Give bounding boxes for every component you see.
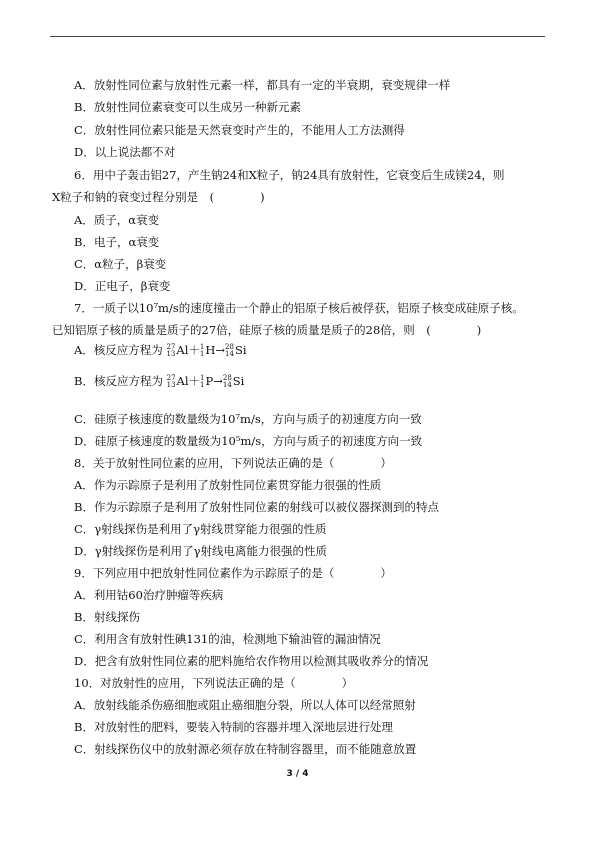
q6-option-c: C．α粒子，β衰变 (74, 257, 167, 271)
q10-option-b: B．对放射性的肥料，要装入特制的容器并埋入深地层进行处理 (74, 720, 393, 734)
q6-option-b: B．电子，α衰变 (74, 235, 160, 249)
q6-option-d: D．正电子，β衰变 (74, 279, 171, 293)
q8-option-c: C．γ射线探伤是利用了γ射线贯穿能力很强的性质 (74, 522, 327, 536)
q10-option-a: A．放射线能杀伤癌细胞或阻止癌细胞分裂，所以人体可以经常照射 (74, 698, 416, 712)
q8-option-d: D．γ射线探伤是利用了γ射线电离能力很强的性质 (74, 544, 327, 558)
q6-stem: 6．用中子轰击铝27，产生钠24和X粒子，钠24具有放射性，它衰变后生成镁24，则 (74, 168, 505, 182)
q5-option-c: C．放射性同位素只能是天然衰变时产生的，不能用人工方法测得 (74, 123, 405, 137)
q5-option-a: A．放射性同位素与放射性元素一样，都具有一定的半衰期，衰变规律一样 (74, 78, 451, 92)
q7-option-b (74, 374, 244, 389)
q7a-label: A．核反应方程为 (74, 343, 163, 357)
q9-option-a: A．利用钴60治疗肿瘤等疾病 (74, 588, 224, 602)
q5-option-d: D．以上说法都不对 (74, 145, 176, 159)
q10-stem: 10．对放射性的应用，下列说法正确的是（ ） (74, 676, 354, 690)
q9-option-d: D．把含有放射性同位素的肥料施给农作物用以检测其吸收养分的情况 (74, 654, 429, 668)
q7-option-c: C．硅原子核速度的数量级为10⁷m/s，方向与质子的初速度方向一致 (74, 412, 422, 426)
q8-option-b: B．作为示踪原子是利用了放射性同位素的射线可以被仪器探测到的特点 (74, 500, 439, 514)
q5-option-b: B．放射性同位素衰变可以生成另一种新元素 (74, 100, 301, 114)
q10-option-c: C．射线探伤仪中的放射源必须存放在特制容器里，而不能随意放置 (74, 742, 417, 756)
q8-option-a: A．作为示踪原子是利用了放射性同位素贯穿能力很强的性质 (74, 478, 382, 492)
q7-option-d: D．硅原子核速度的数量级为10⁵m/s，方向与质子的初速度方向一致 (74, 434, 423, 448)
q7a-equation: 27 13 Al＋ 1 1 H→ 28 14 Si (166, 343, 247, 358)
q9-stem: 9．下列应用中把放射性同位素作为示踪原子的是（ ） (74, 566, 392, 580)
q7b-equation: 27 13 Al＋ 1 1 P→ 28 14 Si (166, 374, 245, 389)
q9-option-c: C．利用含有放射性碘131的油，检测地下输油管的漏油情况 (74, 632, 381, 646)
q8-stem: 8．关于放射性同位素的应用，下列说法正确的是（ ） (74, 456, 392, 470)
q6-option-a: A．质子，α衰变 (74, 213, 160, 227)
q7-stem-cont: 已知铝原子核的质量是质子的27倍，硅原子核的质量是质子的28倍，则 ( ) (52, 323, 482, 337)
q7-option-a (74, 343, 247, 358)
header-rule (50, 36, 545, 37)
q6-stem-cont: X粒子和钠的衰变过程分别是 ( ) (52, 190, 265, 204)
q9-option-b: B．射线探伤 (74, 610, 140, 624)
page-number: 3 / 4 (286, 769, 309, 779)
q7-stem: 7．一质子以10⁷m/s的速度撞击一个静止的铝原子核后被俘获，铝原子核变成硅原子核。 (74, 301, 524, 315)
q7b-label: B．核反应方程为 (74, 374, 163, 388)
